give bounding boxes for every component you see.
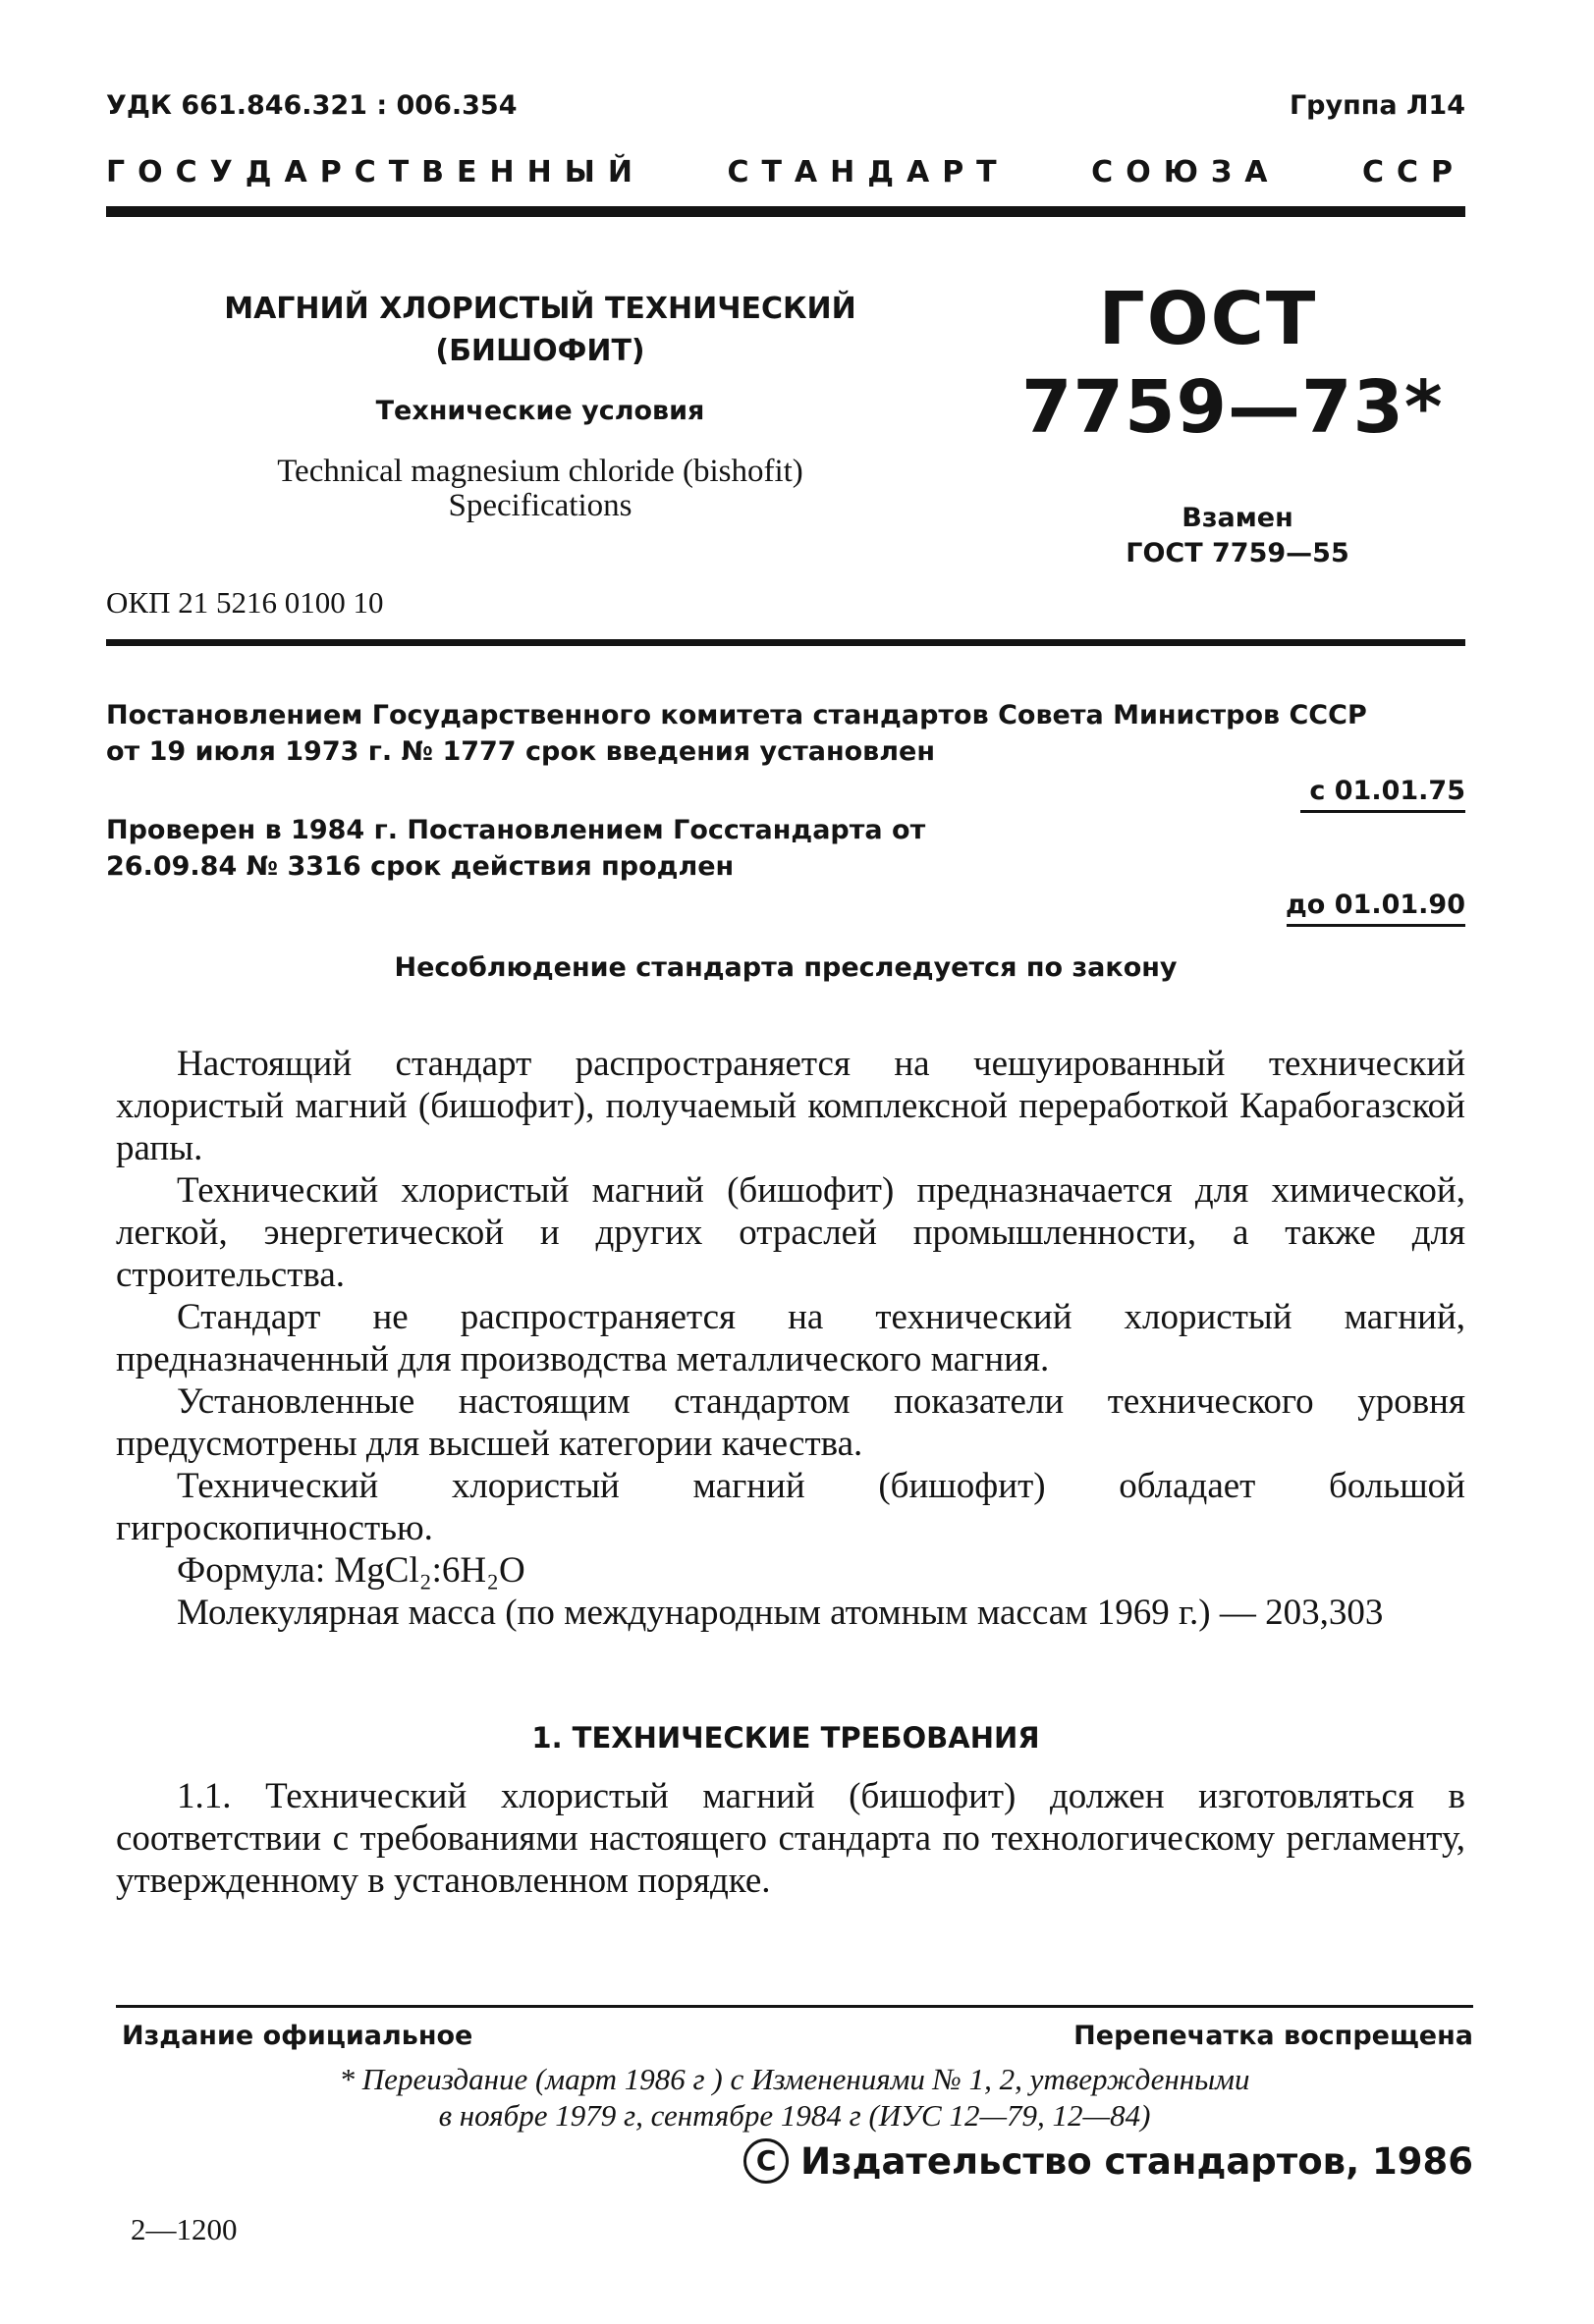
paragraph-quality: Установленные настоящим стандартом показатели технического уровня предусмотрены для высшей категории качества. [116,1381,1465,1464]
resolution-line2: от 19 июля 1973 г. № 1777 срок введения установлен [106,736,936,767]
group-code: Группа Л14 [1289,90,1465,121]
effective-date: с 01.01.75 [1309,776,1465,806]
publisher-name: Издательство стандартов, 1986 [800,2139,1473,2183]
paragraph-scope: Настоящий стандарт распространяется на чешуированный технический хлористый магний (бишофит), получаемый комплексной переработкой Карабогазской рапы. [116,1044,1465,1168]
gost-label: ГОСТ [1098,277,1318,361]
replaces-label: Взамен [1182,503,1293,533]
intro-text [116,1043,1465,1634]
paragraph-hygroscopic: Технический хлористый магний (бишофит) обладает большой гигроскопичностью. [116,1466,1465,1548]
banner-word-1: ГОСУДАРСТВЕННЫЙ [106,155,645,189]
state-standard-banner [106,155,1465,189]
banner-word-4: ССР [1361,155,1465,189]
section-text [116,1775,1465,1902]
resolution-line1: Постановлением Государственного комитета стандартов Совета Министров СССР [106,700,1367,730]
title-rule [106,639,1465,646]
title-ru-line2: (БИШОФИТ) [435,334,645,368]
reissue-note-line1: * Переиздание (март 1986 г ) с Изменениями № 1, 2, утвержденными [339,2062,1250,2096]
title-ru-subtitle: Технические условия [375,396,705,426]
checked-line1: Проверен в 1984 г. Постановлением Госстандарта от [106,815,926,845]
header-rule [106,206,1465,217]
extended-date: до 01.01.90 [1286,890,1465,920]
udk-code: УДК 661.846.321 : 006.354 [106,90,518,121]
extended-date-underline [1287,924,1465,927]
gost-number: 7759—73* [1021,365,1444,450]
banner-word-2: СТАНДАРТ [727,155,1010,189]
edition-label: Издание официальное [122,2021,473,2051]
title-ru-line1: МАГНИЙ ХЛОРИСТЫЙ ТЕХНИЧЕСКИЙ [224,292,856,326]
footer-rule [116,2005,1473,2008]
print-code: 2—1200 [131,2212,238,2246]
publisher-line [743,2138,1473,2184]
paragraph-formula: Формула: MgCl₂:6H₂O [177,1550,525,1591]
reissue-note-line2: в ноябре 1979 г, сентябре 1984 г (ИУС 12—79, 12—84) [438,2098,1151,2133]
paragraph-purpose: Технический хлористый магний (бишофит) предназначается для химической, легкой, энергетической и других отраслей промышленности, а также для строительства. [116,1170,1465,1295]
copyright-icon: C [743,2138,789,2184]
checked-line2: 26.09.84 № 3316 срок действия продлен [106,851,735,882]
clause-1-1: 1.1. Технический хлористый магний (бишофит) должен изготовляться в соответствии с требованиями настоящего стандарта по технологическому регламенту, утвержденному в установленном порядке. [116,1776,1465,1901]
replaces-value: ГОСТ 7759—55 [1126,538,1349,568]
title-en-line1: Technical magnesium chloride (bishofit) [277,454,803,489]
okp-code: ОКП 21 5216 0100 10 [106,585,384,620]
effective-date-underline [1300,810,1465,813]
title-en-line2: Specifications [448,488,632,523]
banner-word-3: СОЮЗА [1091,155,1281,189]
paragraph-molar-mass: Молекулярная масса (по международным атомным массам 1969 г.) — 203,303 [177,1593,1384,1633]
paragraph-exclusion: Стандарт не распространяется на технический хлористый магний, предназначенный для производства металлического магния. [116,1297,1465,1379]
section-heading: 1. ТЕХНИЧЕСКИЕ ТРЕБОВАНИЯ [531,1721,1040,1755]
law-notice: Несоблюдение стандарта преследуется по закону [394,952,1178,983]
reprint-notice: Перепечатка воспрещена [1073,2021,1473,2051]
